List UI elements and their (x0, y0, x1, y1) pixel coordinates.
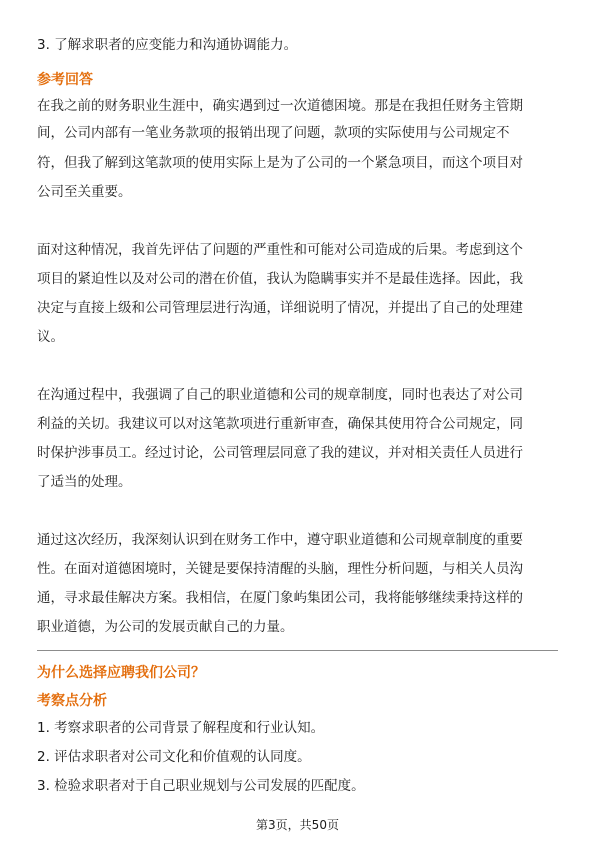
answer-line: 了适当的处理。 (37, 474, 132, 490)
analysis-list-item: 2. 评估求职者对公司文化和价值观的认同度。 (37, 749, 311, 765)
answer-line: 通过这次经历，我深刻认识到在财务工作中，遵守职业道德和公司规章制度的重要 (37, 532, 523, 548)
answer-line: 在我之前的财务职业生涯中，确实遇到过一次道德困境。那是在我担任财务主管期 (37, 98, 523, 114)
answer-line: 决定与直接上级和公司管理层进行沟通，详细说明了情况，并提出了自己的处理建 (37, 300, 523, 316)
answer-line: 公司至关重要。 (37, 184, 132, 200)
analysis-list-item: 3. 检验求职者对于自己职业规划与公司发展的匹配度。 (37, 778, 365, 794)
page-number-footer: 第3页，共50页 (256, 818, 339, 832)
answer-line: 通，寻求最佳解决方案。我相信，在厦门象屿集团公司，我将能够继续秉持这样的 (37, 590, 523, 606)
answer-line: 利益的关切。我建议可以对这笔款项进行重新审查，确保其使用符合公司规定，同 (37, 416, 523, 432)
reference-answer-heading: 参考回答 (37, 72, 93, 88)
answer-line: 间，公司内部有一笔业务款项的报销出现了问题，款项的实际使用与公司规定不 (37, 125, 510, 141)
intro-list-item: 3. 了解求职者的应变能力和沟通协调能力。 (37, 37, 298, 53)
answer-line: 符，但我了解到这笔款项的使用实际上是为了公司的一个紧急项目，而这个项目对 (37, 155, 523, 171)
section-divider (37, 650, 558, 651)
answer-line: 议。 (37, 329, 64, 345)
answer-line: 性。在面对道德困境时，关键是要保持清醒的头脑，理性分析问题，与相关人员沟 (37, 561, 523, 577)
answer-line: 时保护涉事员工。经过讨论，公司管理层同意了我的建议，并对相关责任人员进行 (37, 445, 523, 461)
analysis-list-item: 1. 考察求职者的公司背景了解程度和行业认知。 (37, 720, 325, 736)
answer-line: 在沟通过程中，我强调了自己的职业道德和公司的规章制度，同时也表达了对公司 (37, 387, 523, 403)
answer-line: 面对这种情况，我首先评估了问题的严重性和可能对公司造成的后果。考虑到这个 (37, 242, 523, 258)
question-heading: 为什么选择应聘我们公司？ (37, 665, 205, 681)
answer-line: 职业道德，为公司的发展贡献自己的力量。 (37, 619, 294, 635)
analysis-heading: 考察点分析 (37, 693, 107, 709)
answer-line: 项目的紧迫性以及对公司的潜在价值，我认为隐瞒事实并不是最佳选择。因此，我 (37, 271, 523, 287)
